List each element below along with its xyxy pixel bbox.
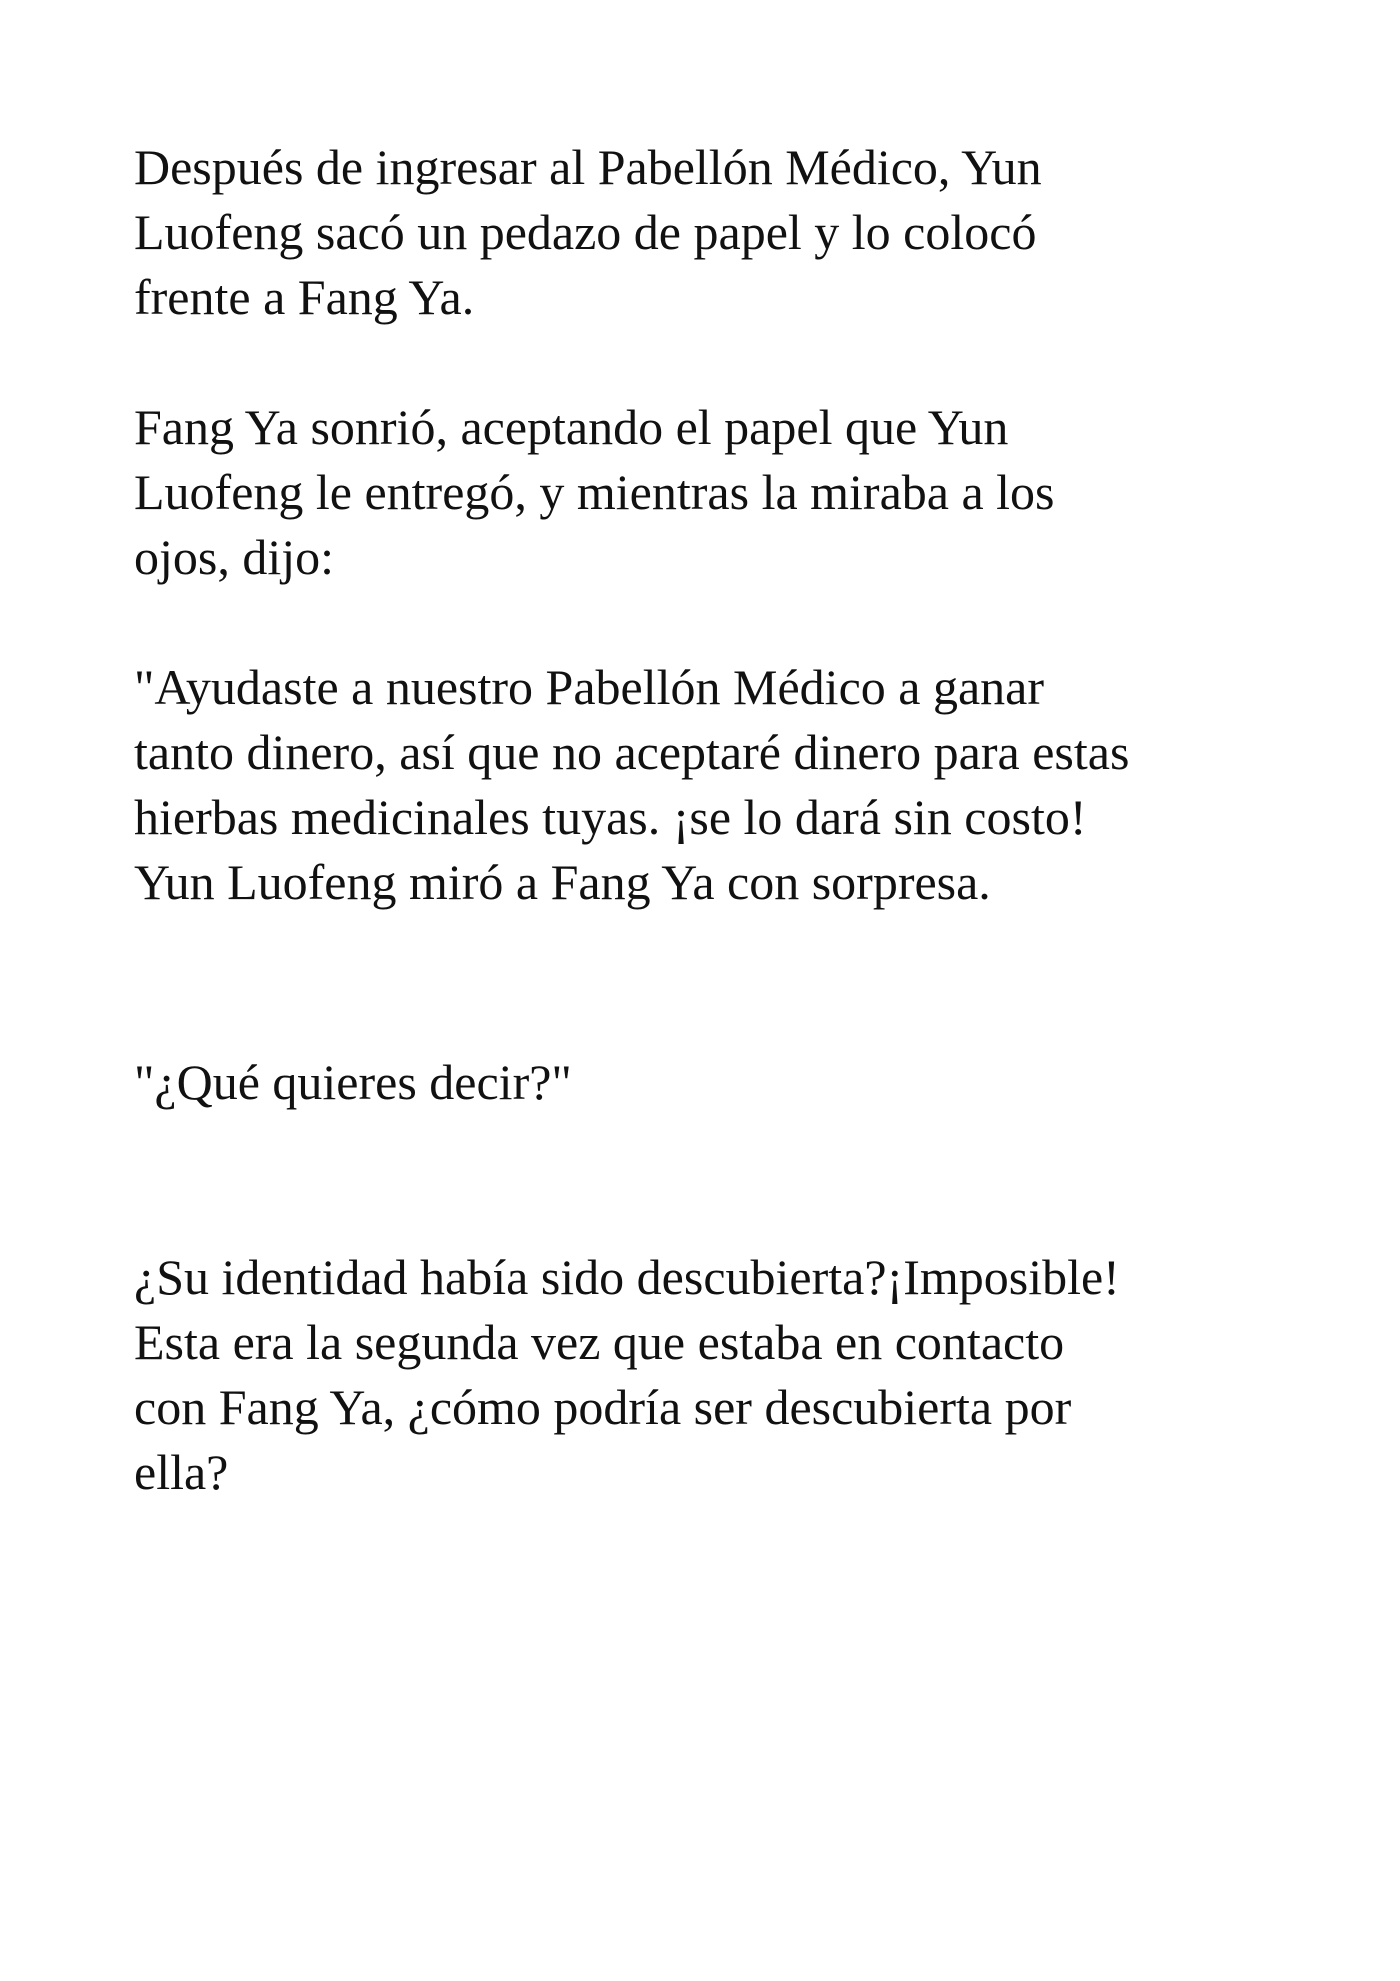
text-line: Yun Luofeng miró a Fang Ya con sorpresa. <box>134 854 991 910</box>
text-line: Fang Ya sonrió, aceptando el papel que Yun <box>134 399 1009 455</box>
text-line: ¿Su identidad había sido descubierta?¡Imposible! <box>134 1249 1120 1305</box>
text-line: Después de ingresar al Pabellón Médico, Yun <box>134 139 1042 195</box>
paragraph-entering-pavilion <box>134 135 1042 330</box>
text-line: Esta era la segunda vez que estaba en contacto <box>134 1314 1065 1370</box>
text-line: "Ayudaste a nuestro Pabellón Médico a ganar <box>134 659 1044 715</box>
paragraph-identity-discovered <box>134 1245 1120 1505</box>
text-line: "¿Qué quieres decir?" <box>134 1054 572 1110</box>
text-line: hierbas medicinales tuyas. ¡se lo dará sin costo! <box>134 789 1087 845</box>
paragraph-free-herbs-dialogue <box>134 655 1129 915</box>
text-line: Luofeng sacó un pedazo de papel y lo colocó <box>134 204 1037 260</box>
text-line: frente a Fang Ya. <box>134 269 475 325</box>
text-line: Luofeng le entregó, y mientras la miraba a los <box>134 464 1055 520</box>
text-line: con Fang Ya, ¿cómo podría ser descubierta por <box>134 1379 1072 1435</box>
text-line: tanto dinero, así que no aceptaré dinero para estas <box>134 724 1130 780</box>
paragraph-fang-ya-smiles <box>134 395 1055 590</box>
text-line: ella? <box>134 1444 229 1500</box>
text-line: ojos, dijo: <box>134 529 335 585</box>
paragraph-question <box>134 1050 572 1115</box>
